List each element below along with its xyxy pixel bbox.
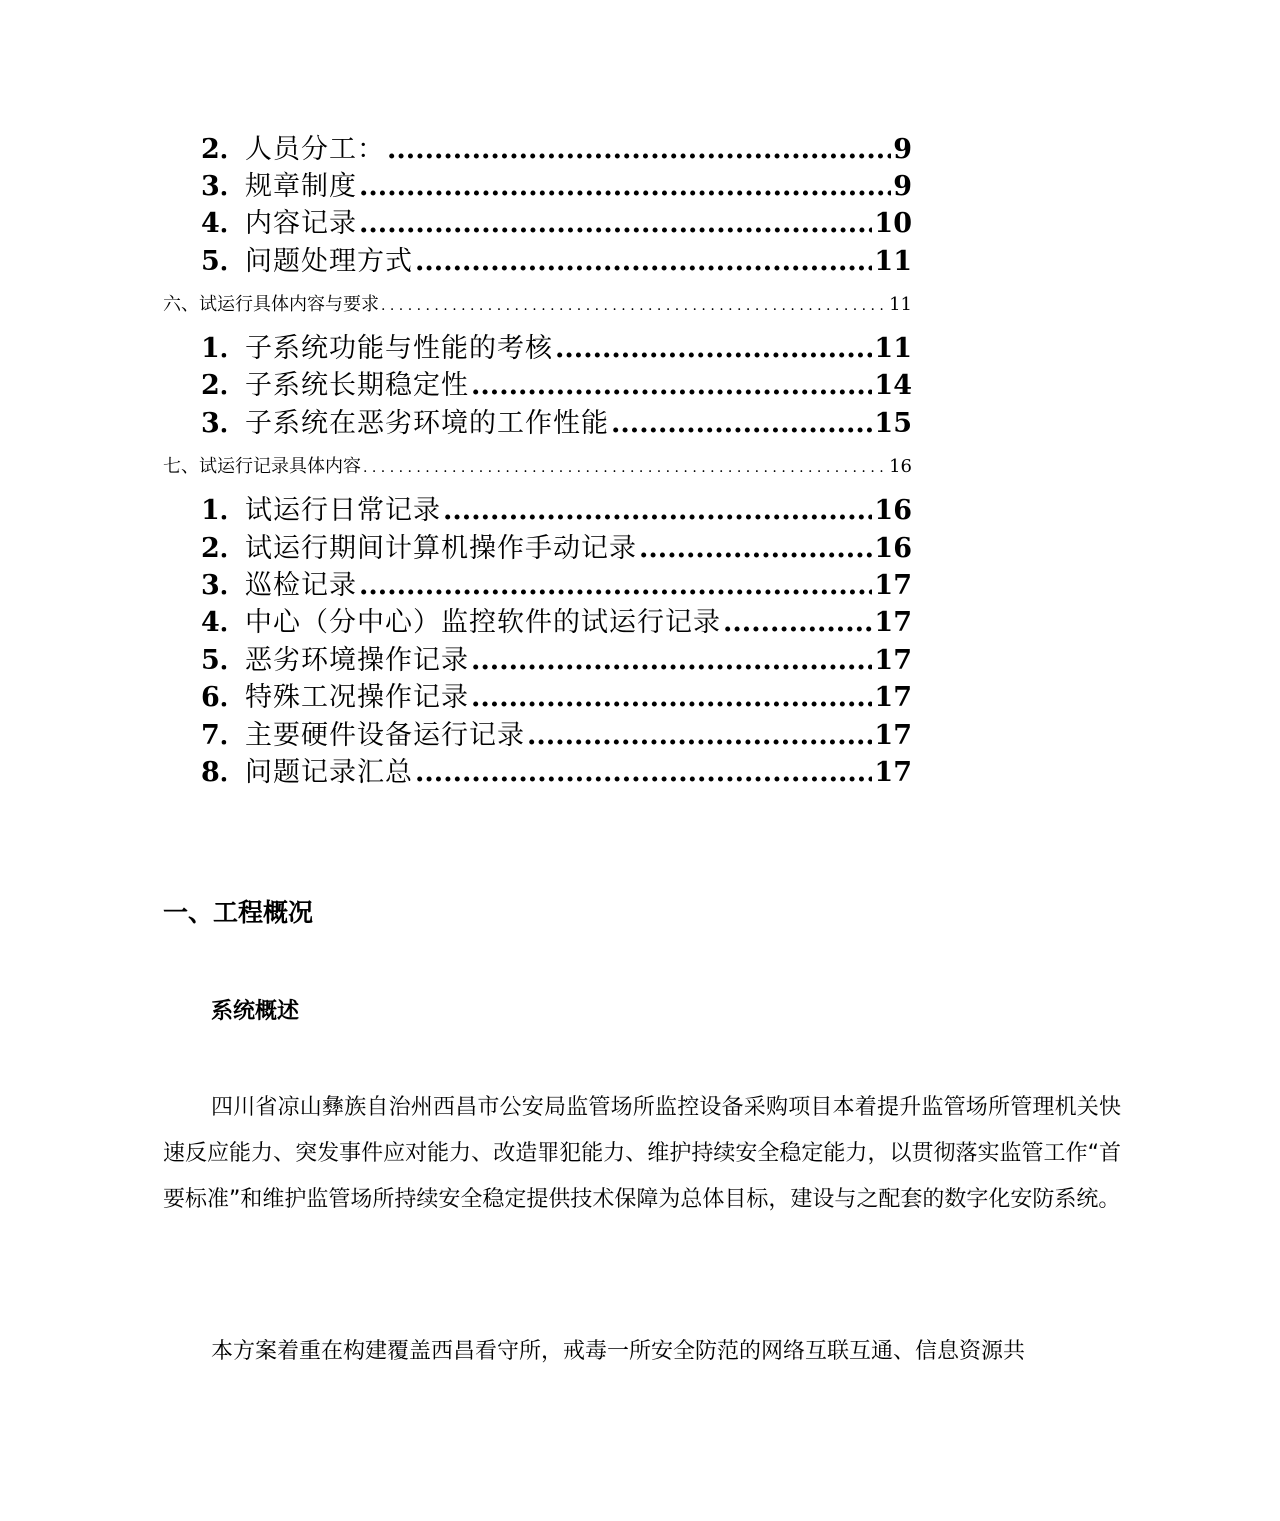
toc-entry-number: 4． [201,208,247,239]
toc-entry[interactable] [201,405,912,443]
toc-entry[interactable] [201,604,912,642]
toc-chapter-entry[interactable] [163,291,912,319]
toc-entry[interactable] [201,530,912,568]
body-paragraph: 四川省凉山彝族自治州西昌市公安局监管场所监控设备采购项目本着提升监管场所管理机关快速反应能力、突发事件应对能力、改造罪犯能力、维护持续安全稳定能力，以贯彻落实监管工作“首要标准”和维护监管场所持续安全稳定提供技术保障为总体目标，建设与之配套的数字化安防系统。 [163,1095,1121,1212]
toc-entry-number: 7． [201,720,247,751]
toc-entry-title: 内容记录 [245,208,357,239]
toc-entry[interactable] [201,168,912,206]
toc-entry-page: 9 [893,134,912,165]
toc-entry-title: 规章制度 [245,171,357,202]
toc-leader-dots [527,717,872,755]
toc-entry-number: 3． [201,171,247,202]
toc-entry-number: 2． [201,134,247,165]
toc-chapter-page: 16 [889,456,912,477]
toc-entry-title: 特殊工况操作记录 [245,682,469,713]
toc-entry[interactable] [201,492,912,530]
toc-leader-dots [387,131,891,169]
toc-entry[interactable] [201,330,912,368]
toc-entry[interactable] [201,679,912,717]
toc-entry-title: 主要硬件设备运行记录 [245,720,525,751]
toc-entry-page: 17 [874,645,912,676]
toc-entry-title: 试运行期间计算机操作手动记录 [245,533,637,564]
toc-entry-number: 8． [201,757,247,788]
toc-entry-number: 3． [201,570,247,601]
toc-entry[interactable] [201,131,912,169]
toc-leader-dots [359,205,872,243]
toc-entry[interactable] [201,754,912,792]
toc-entry-number: 2． [201,370,247,401]
toc-chapter-entry[interactable] [163,453,912,481]
toc-leader-dots [363,453,887,482]
toc-entry-page: 17 [874,682,912,713]
toc-leader-dots [639,530,872,568]
toc-leader-dots [359,168,891,206]
toc-entry[interactable] [201,642,912,680]
toc-entry-page: 17 [874,607,912,638]
toc-leader-dots [381,291,887,320]
toc-entry-number: 1． [201,495,247,526]
body-paragraph: 本方案着重在构建覆盖西昌看守所，戒毒一所安全防范的网络互联互通、信息资源共 [211,1339,1026,1364]
toc-entry[interactable] [201,367,912,405]
toc-leader-dots [415,754,872,792]
section-subheading: 系统概述 [211,999,300,1024]
toc-entry-number: 2． [201,533,247,564]
toc-entry-page: 17 [874,570,912,601]
toc-leader-dots [611,405,872,443]
toc-entry-page: 16 [874,495,912,526]
toc-entry-title: 问题处理方式 [245,246,413,277]
toc-entry-page: 11 [874,246,912,277]
toc-leader-dots [471,642,872,680]
toc-chapter-page: 11 [889,294,912,315]
toc-entry-title: 中心（分中心）监控软件的试运行记录 [245,607,721,638]
toc-entry-title: 问题记录汇总 [245,757,413,788]
toc-entry-page: 15 [874,408,912,439]
toc-entry[interactable] [201,717,912,755]
toc-entry-title: 巡检记录 [245,570,357,601]
section-heading: 一、工程概况 [163,898,314,927]
toc-leader-dots [359,567,872,605]
toc-entry-page: 16 [874,533,912,564]
toc-entry-page: 14 [874,370,912,401]
toc-entry-page: 17 [874,757,912,788]
toc-leader-dots [723,604,872,642]
toc-leader-dots [443,492,872,530]
toc-entry-title: 试运行日常记录 [245,495,441,526]
toc-leader-dots [415,243,872,281]
toc-chapter-title: 六、试运行具体内容与要求 [163,294,379,315]
toc-leader-dots [471,367,872,405]
toc-entry-title: 子系统长期稳定性 [245,370,469,401]
toc-entry-number: 4． [201,607,247,638]
toc-leader-dots [555,330,872,368]
toc-entry-title: 恶劣环境操作记录 [245,645,469,676]
toc-entry-title: 子系统功能与性能的考核 [245,333,553,364]
toc-entry-title: 子系统在恶劣环境的工作性能 [245,408,609,439]
toc-entry-page: 17 [874,720,912,751]
toc-entry-title: 人员分工： [245,134,385,165]
toc-entry-page: 11 [874,333,912,364]
toc-chapter-title: 七、试运行记录具体内容 [163,456,361,477]
toc-leader-dots [471,679,872,717]
toc-entry[interactable] [201,243,912,281]
toc-entry-number: 6． [201,682,247,713]
toc-entry-number: 5． [201,246,247,277]
toc-entry-page: 10 [874,208,912,239]
toc-entry-number: 3． [201,408,247,439]
toc-entry-page: 9 [893,171,912,202]
toc-entry-number: 5． [201,645,247,676]
toc-entry[interactable] [201,205,912,243]
toc-entry[interactable] [201,567,912,605]
toc-entry-number: 1． [201,333,247,364]
